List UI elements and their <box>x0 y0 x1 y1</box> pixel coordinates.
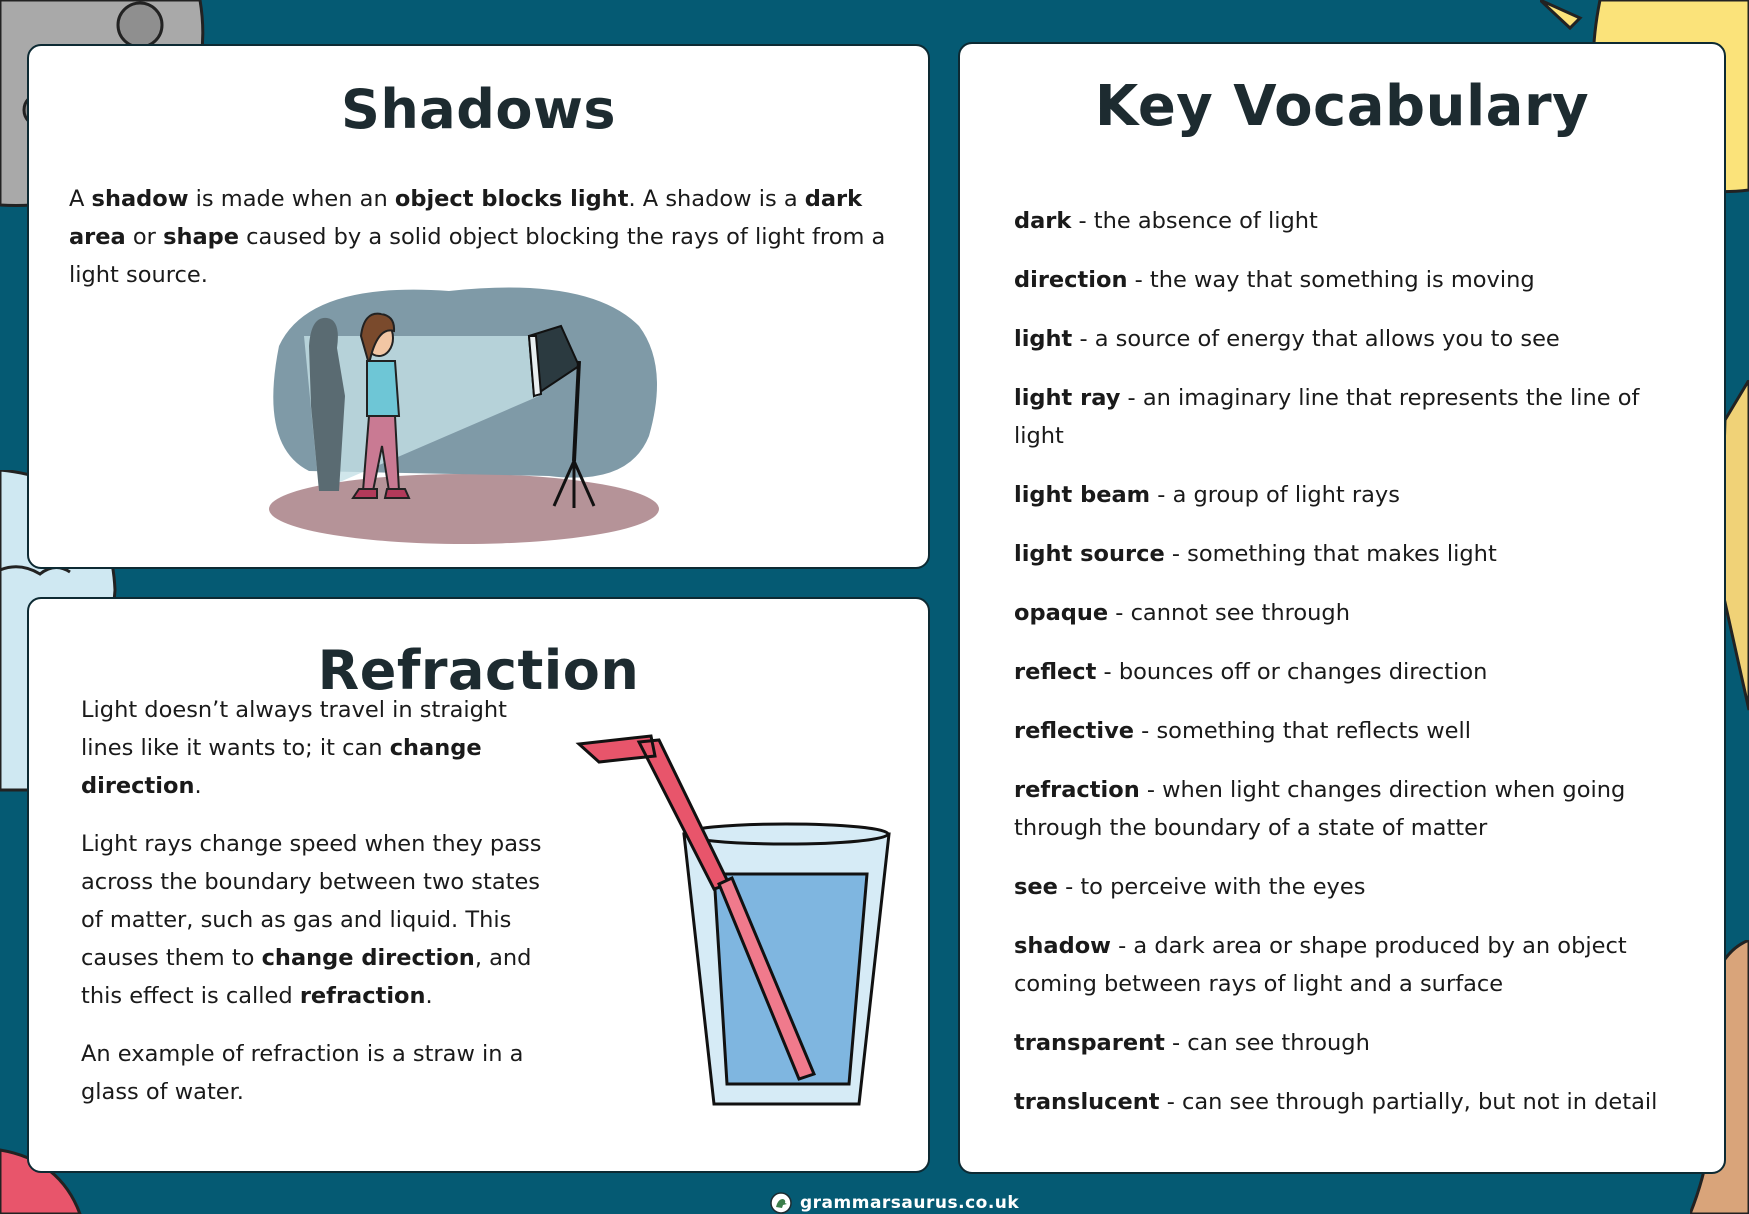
text: . A shadow is a <box>628 186 805 212</box>
text: Light rays change speed when they pass across the boundary between two states of matter, such as gas and liquid. This causes them to <box>81 831 542 971</box>
vocabulary-term: transparent <box>1014 1030 1165 1056</box>
shadows-card <box>27 44 930 569</box>
vocabulary-term: light ray <box>1014 385 1121 411</box>
vocabulary-definition: - to perceive with the eyes <box>1057 874 1366 900</box>
vocabulary-term: reflect <box>1014 659 1097 685</box>
refraction-description <box>81 691 551 1131</box>
shadow-illustration <box>249 276 719 566</box>
vocabulary-definition: - an imaginary line that represents the line of light <box>1014 385 1640 449</box>
text: caused by a solid object blocking the rays of light from a light source. <box>69 224 886 288</box>
vocabulary-definition: - cannot see through <box>1108 600 1350 626</box>
vocabulary-definition: - something that reflects well <box>1134 718 1472 744</box>
refraction-title: Refraction <box>317 639 640 702</box>
bold-text: change direction <box>81 735 482 799</box>
footer <box>770 1192 1019 1214</box>
vocabulary-term: direction <box>1014 267 1128 293</box>
vocabulary-term: light <box>1014 326 1073 352</box>
vocabulary-definition: - something that makes light <box>1164 541 1497 567</box>
refraction-paragraph <box>81 691 551 805</box>
vocabulary-item <box>1014 535 1694 573</box>
vocabulary-item <box>1014 594 1694 632</box>
vocabulary-definition: - a source of energy that allows you to see <box>1072 326 1560 352</box>
refraction-card <box>27 597 930 1173</box>
vocabulary-title: Key Vocabulary <box>1094 74 1590 139</box>
vocabulary-item <box>1014 1083 1694 1121</box>
vocabulary-term: refraction <box>1014 777 1140 803</box>
straw-in-glass-illustration <box>569 734 899 1154</box>
dinosaur-logo-icon <box>770 1192 792 1214</box>
text: . <box>425 983 433 1009</box>
text: or <box>125 224 164 250</box>
vocabulary-term: light source <box>1014 541 1165 567</box>
vocabulary-item <box>1014 927 1694 1003</box>
vocabulary-definition: - a dark area or shape produced by an object coming between rays of light and a surface <box>1014 933 1627 997</box>
vocabulary-item <box>1014 476 1694 514</box>
straw-upper <box>579 736 729 889</box>
vocabulary-item <box>1014 202 1694 240</box>
vocabulary-card <box>958 42 1726 1174</box>
vocabulary-item <box>1014 379 1694 455</box>
vocabulary-term: see <box>1014 874 1058 900</box>
vocabulary-definition: - can see through partially, but not in detail <box>1159 1089 1658 1115</box>
vocabulary-definition: - bounces off or changes direction <box>1096 659 1488 685</box>
vocabulary-definition: - a group of light rays <box>1150 482 1400 508</box>
vocabulary-term: dark <box>1014 208 1072 234</box>
vocabulary-definition: - the way that something is moving <box>1127 267 1535 293</box>
bold-text: refraction <box>299 983 426 1009</box>
vocabulary-term: opaque <box>1014 600 1109 626</box>
vocabulary-term: light beam <box>1014 482 1151 508</box>
vocabulary-item <box>1014 320 1694 358</box>
vocabulary-list <box>1014 202 1694 1142</box>
footer-website: grammarsaurus.co.uk <box>800 1193 1020 1213</box>
shadows-title: Shadows <box>340 78 617 141</box>
vocabulary-item <box>1014 868 1694 906</box>
text: , and this effect is called <box>81 945 532 1009</box>
text: A <box>69 186 92 212</box>
vocabulary-term: shadow <box>1014 933 1111 959</box>
bold-text: shape <box>163 224 240 250</box>
bold-text: object blocks light <box>394 186 629 212</box>
bold-text: shadow <box>91 186 189 212</box>
refraction-paragraph <box>81 825 551 1015</box>
vocabulary-item <box>1014 771 1694 847</box>
vocabulary-definition: - when light changes direction when going through the boundary of a state of matter <box>1014 777 1626 841</box>
vocabulary-definition: - the absence of light <box>1071 208 1318 234</box>
vocabulary-term: reflective <box>1014 718 1135 744</box>
text: An example of refraction is a straw in a glass of water. <box>81 1041 524 1105</box>
vocabulary-item <box>1014 1024 1694 1062</box>
vocabulary-item <box>1014 712 1694 750</box>
vocabulary-item <box>1014 261 1694 299</box>
vocabulary-definition: - can see through <box>1164 1030 1370 1056</box>
bold-text: change direction <box>261 945 475 971</box>
vocabulary-item <box>1014 653 1694 691</box>
refraction-paragraph <box>81 1035 551 1111</box>
text: is made when an <box>188 186 395 212</box>
vocabulary-term: translucent <box>1014 1089 1160 1115</box>
text: . <box>194 773 202 799</box>
text: Light doesn’t always travel in straight lines like it wants to; it can <box>81 697 508 761</box>
bold-text: dark area <box>69 186 863 250</box>
